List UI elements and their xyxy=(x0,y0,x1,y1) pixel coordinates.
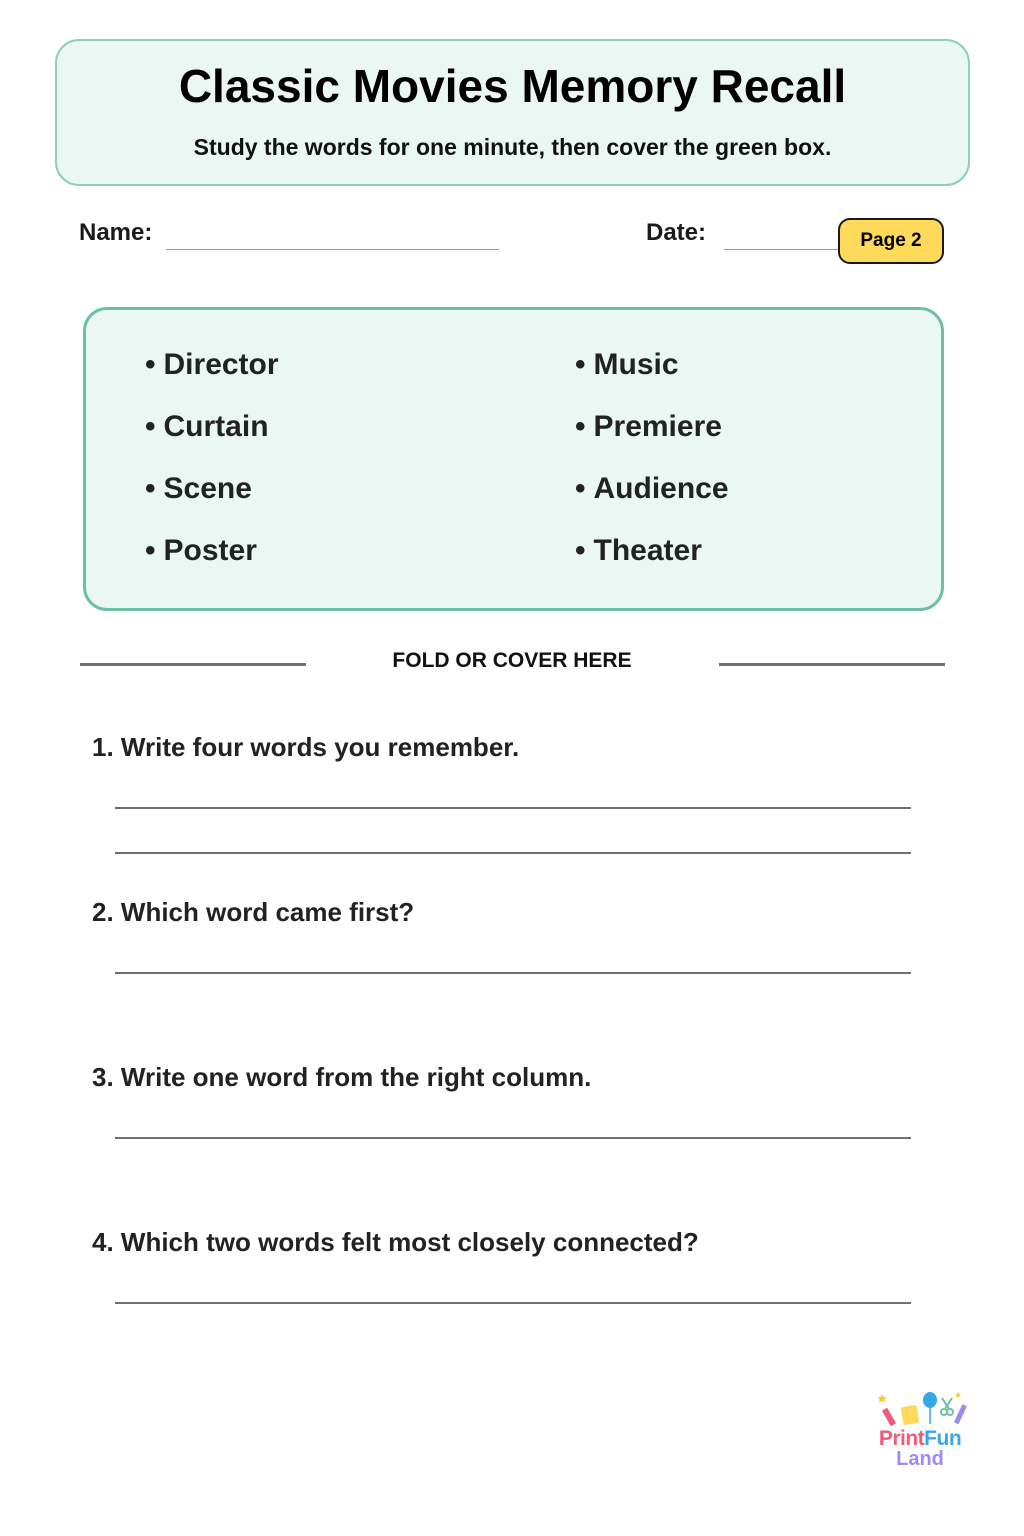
question-2: 2. Which word came first? xyxy=(92,897,415,927)
word-item: • Music xyxy=(575,348,679,381)
instructions-text: Study the words for one minute, then cover the green box. xyxy=(193,134,832,160)
word-list-box xyxy=(83,307,944,611)
word-item: • Scene xyxy=(145,472,252,505)
word-item: • Premiere xyxy=(575,410,722,443)
word-item: • Curtain xyxy=(145,410,269,443)
answer-line[interactable] xyxy=(115,1137,911,1139)
page-number-badge: Page 2 xyxy=(838,218,944,264)
question-4: 4. Which two words felt most closely connected? xyxy=(92,1227,699,1257)
word-item: • Director xyxy=(145,348,279,381)
word-item: • Theater xyxy=(575,534,702,567)
craft-supplies-icon xyxy=(874,1388,970,1428)
printfunland-logo xyxy=(866,1388,974,1472)
logo-wordmark-land: Land xyxy=(896,1448,944,1470)
answer-line[interactable] xyxy=(115,1302,911,1304)
date-label: Date: xyxy=(646,219,707,246)
question-1: 1. Write four words you remember. xyxy=(92,732,520,762)
word-item: • Poster xyxy=(145,534,257,567)
title-box xyxy=(55,39,970,186)
fold-line-right xyxy=(719,663,945,666)
date-field[interactable] xyxy=(724,249,840,250)
word-item: • Audience xyxy=(575,472,729,505)
name-field[interactable] xyxy=(166,249,499,250)
fold-label: FOLD OR COVER HERE xyxy=(392,649,632,672)
answer-line[interactable] xyxy=(115,807,911,809)
logo-wordmark: PrintFun xyxy=(878,1427,962,1450)
name-label: Name: xyxy=(79,219,153,246)
page-title: Classic Movies Memory Recall xyxy=(178,60,847,112)
answer-line[interactable] xyxy=(115,972,911,974)
question-3: 3. Write one word from the right column. xyxy=(92,1062,592,1092)
fold-line-left xyxy=(80,663,306,666)
answer-line[interactable] xyxy=(115,852,911,854)
